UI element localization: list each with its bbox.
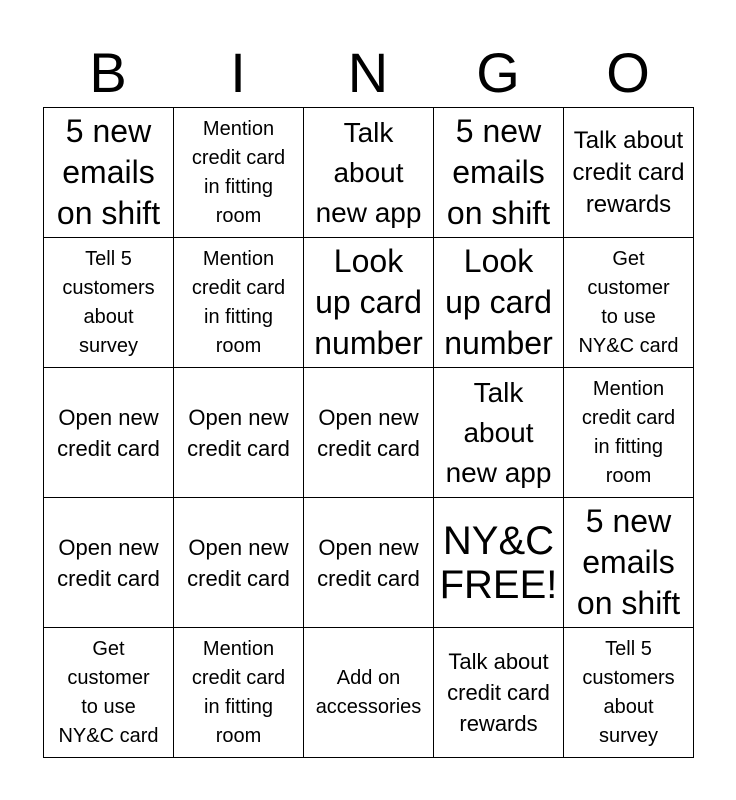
bingo-cell-r2c1[interactable]: Tell 5 customers about survey	[44, 238, 174, 368]
bingo-cell-r4c5[interactable]: 5 new emails on shift	[564, 498, 694, 628]
bingo-cell-r1c3[interactable]: Talk about new app	[304, 108, 434, 238]
bingo-cell-r1c1[interactable]: 5 new emails on shift	[44, 108, 174, 238]
bingo-header	[43, 40, 693, 106]
bingo-cell-r4c4-free[interactable]: NY&C FREE!	[434, 498, 564, 628]
bingo-cell-r2c2[interactable]: Mention credit card in fitting room	[174, 238, 304, 368]
bingo-cell-r1c4[interactable]: 5 new emails on shift	[434, 108, 564, 238]
bingo-cell-r2c5[interactable]: Get customer to use NY&C card	[564, 238, 694, 368]
bingo-cell-r5c2[interactable]: Mention credit card in fitting room	[174, 628, 304, 758]
bingo-cell-r3c3[interactable]: Open new credit card	[304, 368, 434, 498]
header-letter-o: O	[606, 41, 650, 104]
bingo-cell-r1c5[interactable]: Talk about credit card rewards	[564, 108, 694, 238]
bingo-cell-r5c4[interactable]: Talk about credit card rewards	[434, 628, 564, 758]
header-letter-n: N	[347, 41, 389, 104]
bingo-cell-r3c2[interactable]: Open new credit card	[174, 368, 304, 498]
bingo-cell-r3c1[interactable]: Open new credit card	[44, 368, 174, 498]
bingo-board	[43, 107, 694, 758]
bingo-cell-r5c1[interactable]: Get customer to use NY&C card	[44, 628, 174, 758]
bingo-cell-r1c2[interactable]: Mention credit card in fitting room	[174, 108, 304, 238]
bingo-cell-r4c3[interactable]: Open new credit card	[304, 498, 434, 628]
header-letter-g: G	[476, 41, 520, 104]
bingo-cell-r3c5[interactable]: Mention credit card in fitting room	[564, 368, 694, 498]
header-letter-i: I	[230, 41, 246, 104]
bingo-cell-r5c3[interactable]: Add on accessories	[304, 628, 434, 758]
bingo-cell-r4c1[interactable]: Open new credit card	[44, 498, 174, 628]
bingo-cell-r3c4[interactable]: Talk about new app	[434, 368, 564, 498]
bingo-cell-r4c2[interactable]: Open new credit card	[174, 498, 304, 628]
header-letter-b: B	[89, 41, 127, 104]
bingo-cell-r5c5[interactable]: Tell 5 customers about survey	[564, 628, 694, 758]
bingo-cell-r2c4[interactable]: Look up card number	[434, 238, 564, 368]
bingo-cell-r2c3[interactable]: Look up card number	[304, 238, 434, 368]
